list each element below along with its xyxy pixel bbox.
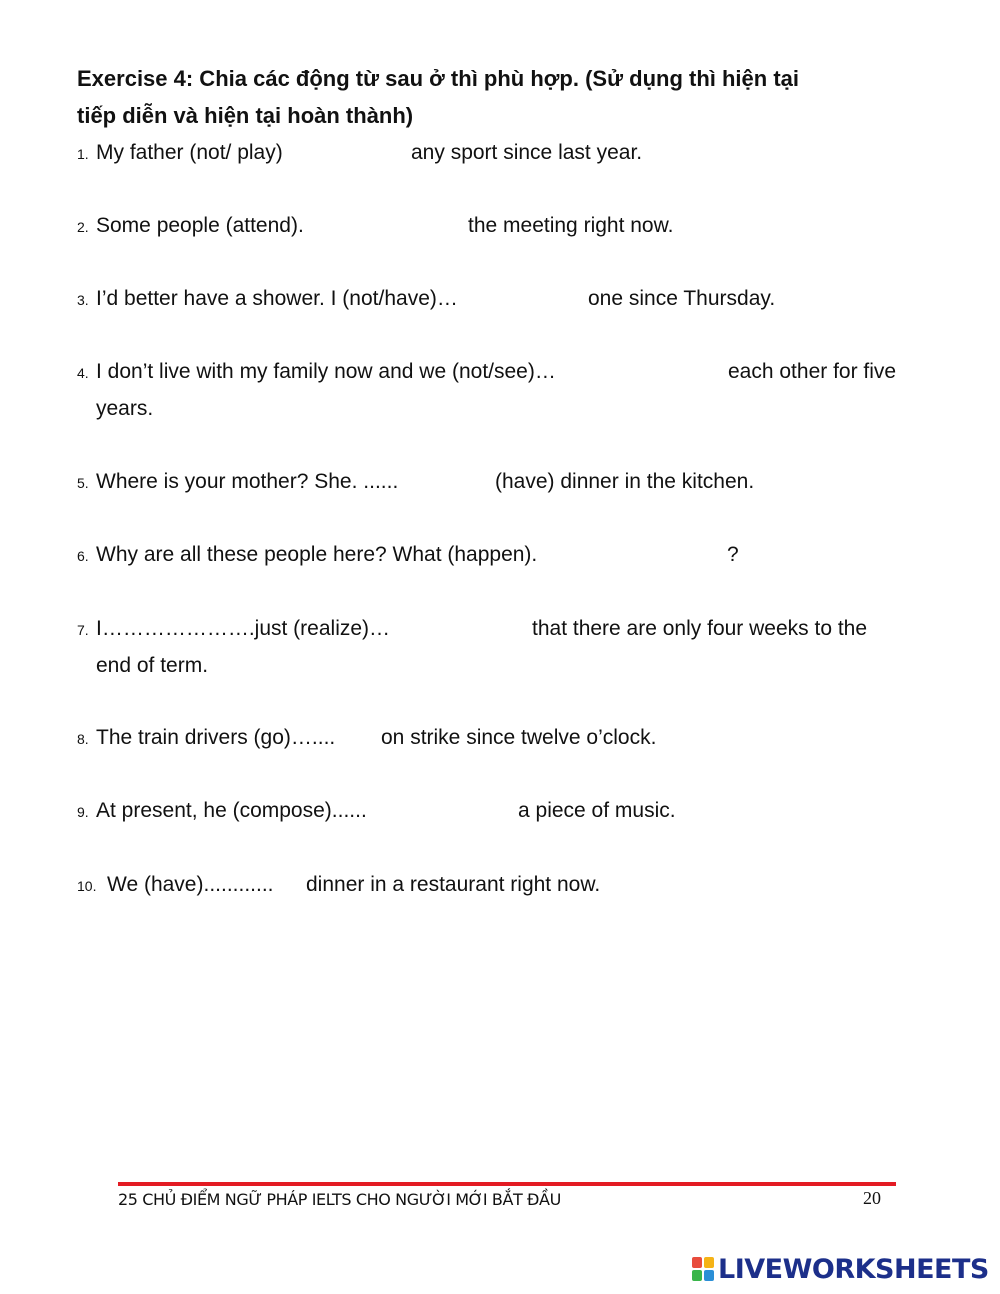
question-7 <box>77 610 868 677</box>
liveworksheets-logo[interactable] <box>692 1252 989 1286</box>
question-9 <box>77 792 676 831</box>
question-text: Where is your mother? She. ...... <box>96 470 399 493</box>
question-text-after-blank: one since Thursday. <box>588 287 776 310</box>
question-text-after-blank: each other for five <box>728 360 897 383</box>
question-text: The train drivers (go)….... <box>96 726 336 749</box>
question-text-continued: years. <box>96 397 154 420</box>
page-number: 20 <box>863 1188 881 1208</box>
question-text: My father (not/ play) <box>96 141 283 164</box>
question-number: 7. <box>77 622 89 638</box>
question-text: I’d better have a shower. I (not/have)… <box>96 287 458 310</box>
question-text: I don’t live with my family now and we (not/see)… <box>96 360 556 383</box>
question-text: I………………….just (realize)… <box>96 617 391 640</box>
question-text: Some people (attend). <box>96 214 304 237</box>
question-5 <box>77 463 755 502</box>
question-text-after-blank: the meeting right now. <box>468 214 674 237</box>
question-3 <box>77 280 776 319</box>
question-number: 4. <box>77 365 89 381</box>
liveworksheets-logo-text: LIVEWORKSHEETS <box>718 1253 989 1285</box>
question-10 <box>77 866 601 905</box>
footer-title: 25 CHỦ ĐIỂM NGỮ PHÁP IELTS CHO NGƯỜI MỚI BẮT ĐẦU <box>118 1190 561 1209</box>
question-number: 6. <box>77 548 89 564</box>
liveworksheets-icon <box>692 1257 714 1281</box>
question-number: 9. <box>77 804 89 820</box>
question-4 <box>77 353 897 420</box>
question-1 <box>77 134 643 173</box>
question-text: At present, he (compose)...... <box>96 799 367 822</box>
question-text-after-blank: (have) dinner in the kitchen. <box>495 470 755 493</box>
question-number: 3. <box>77 292 89 308</box>
question-text-after-blank: dinner in a restaurant right now. <box>306 873 601 896</box>
question-text-after-blank: any sport since last year. <box>411 141 643 164</box>
question-number: 2. <box>77 219 89 235</box>
question-text: We (have)............ <box>107 873 274 896</box>
question-text-after-blank: a piece of music. <box>518 799 676 822</box>
footer-divider <box>118 1182 896 1186</box>
question-6 <box>77 536 739 575</box>
question-text-after-blank: on strike since twelve o’clock. <box>381 726 657 749</box>
exercise-title-line-1: Exercise 4: Chia các động từ sau ở thì phù hợp. (Sử dụng thì hiện tại <box>77 66 799 91</box>
question-text: Why are all these people here? What (happen). <box>96 543 538 566</box>
question-2 <box>77 207 674 246</box>
question-text-after-blank: that there are only four weeks to the <box>532 617 868 640</box>
question-8 <box>77 719 657 758</box>
question-number: 1. <box>77 146 89 162</box>
question-number: 5. <box>77 475 89 491</box>
exercise-title-line-2: tiếp diễn và hiện tại hoàn thành) <box>77 103 414 128</box>
question-number: 10. <box>77 878 97 894</box>
question-number: 8. <box>77 731 89 747</box>
exercise-title <box>77 60 937 134</box>
question-text-continued: end of term. <box>96 654 209 677</box>
question-text-after-blank: ? <box>727 543 739 566</box>
